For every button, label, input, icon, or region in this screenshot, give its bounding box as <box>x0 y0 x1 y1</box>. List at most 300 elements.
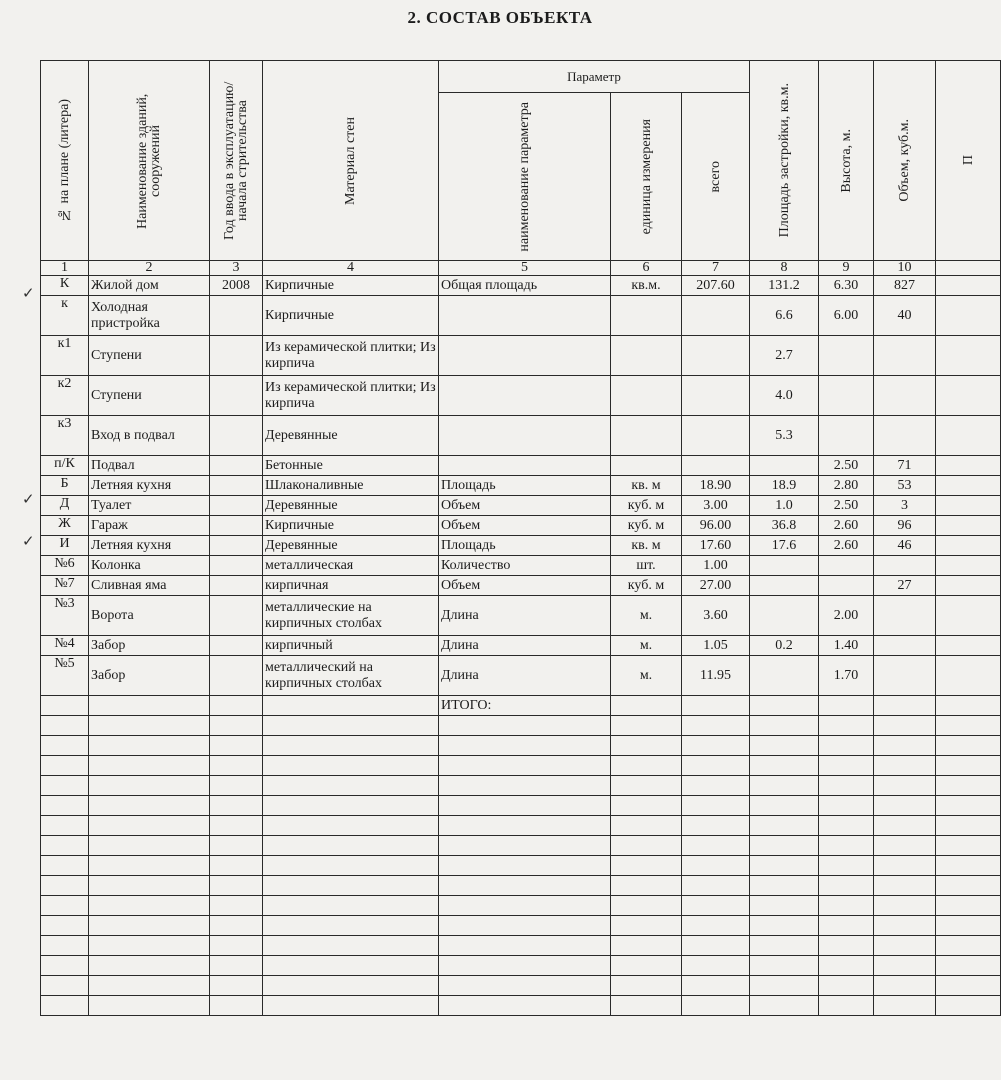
empty-cell <box>263 916 439 936</box>
empty-cell <box>41 696 89 716</box>
total-cell <box>682 416 750 456</box>
empty-cell <box>874 916 936 936</box>
empty-cell <box>874 776 936 796</box>
empty-cell <box>874 736 936 756</box>
empty-cell <box>263 856 439 876</box>
empty-cell <box>682 856 750 876</box>
volume-cell: 40 <box>874 296 936 336</box>
empty-row <box>41 996 1001 1016</box>
empty-cell <box>89 976 210 996</box>
header-col-8: Площадь застройки, кв.м. <box>750 61 819 261</box>
plan-number-cell: №6 <box>41 556 89 576</box>
building-name-cell: Подвал <box>89 456 210 476</box>
empty-cell <box>263 836 439 856</box>
empty-cell <box>439 936 611 956</box>
volume-cell: 53 <box>874 476 936 496</box>
empty-cell <box>936 916 1001 936</box>
empty-cell <box>41 836 89 856</box>
empty-row <box>41 796 1001 816</box>
height-cell: 1.70 <box>819 656 874 696</box>
table-row <box>41 456 1001 476</box>
empty-cell <box>611 936 682 956</box>
empty-cell <box>750 976 819 996</box>
empty-cell <box>263 976 439 996</box>
table-row <box>41 496 1001 516</box>
extra-cell <box>936 416 1001 456</box>
parameter-name-cell <box>439 376 611 416</box>
empty-cell <box>750 956 819 976</box>
empty-cell <box>263 936 439 956</box>
empty-cell <box>874 956 936 976</box>
empty-cell <box>263 996 439 1016</box>
wall-material-cell: кирпичный <box>263 636 439 656</box>
empty-cell <box>439 816 611 836</box>
unit-cell: куб. м <box>611 516 682 536</box>
wall-material-cell: Бетонные <box>263 456 439 476</box>
wall-material-cell: Из керамической плитки; Из кирпича <box>263 376 439 416</box>
extra-cell <box>936 596 1001 636</box>
empty-row <box>41 716 1001 736</box>
built-area-cell: 18.9 <box>750 476 819 496</box>
height-cell <box>819 416 874 456</box>
building-name-cell: Ступени <box>89 376 210 416</box>
empty-cell <box>682 776 750 796</box>
building-name-cell: Ступени <box>89 336 210 376</box>
volume-cell: 27 <box>874 576 936 596</box>
empty-cell <box>89 936 210 956</box>
empty-cell <box>210 836 263 856</box>
empty-cell <box>874 856 936 876</box>
empty-cell <box>439 756 611 776</box>
height-cell: 6.30 <box>819 276 874 296</box>
table-row <box>41 576 1001 596</box>
parameter-name-cell: Общая площадь <box>439 276 611 296</box>
volume-cell: 3 <box>874 496 936 516</box>
empty-cell <box>819 996 874 1016</box>
table-row <box>41 556 1001 576</box>
built-area-cell <box>750 656 819 696</box>
total-cell: 1.00 <box>682 556 750 576</box>
extra-cell <box>936 556 1001 576</box>
empty-cell <box>750 856 819 876</box>
height-cell: 2.50 <box>819 496 874 516</box>
height-cell: 6.00 <box>819 296 874 336</box>
column-number-cell: 5 <box>439 261 611 276</box>
wall-material-cell: Деревянные <box>263 536 439 556</box>
building-name-cell: Жилой дом <box>89 276 210 296</box>
empty-cell <box>611 996 682 1016</box>
wall-material-cell: Кирпичные <box>263 276 439 296</box>
check-mark-icon: ✓ <box>22 532 35 550</box>
parameter-name-cell: Площадь <box>439 476 611 496</box>
empty-cell <box>41 736 89 756</box>
year-cell <box>210 556 263 576</box>
empty-cell <box>819 776 874 796</box>
empty-cell <box>819 856 874 876</box>
empty-cell <box>936 936 1001 956</box>
year-cell <box>210 296 263 336</box>
wall-material-cell: Из керамической плитки; Из кирпича <box>263 336 439 376</box>
unit-cell: м. <box>611 596 682 636</box>
empty-cell <box>263 716 439 736</box>
empty-cell <box>819 976 874 996</box>
built-area-cell <box>750 596 819 636</box>
empty-cell <box>936 996 1001 1016</box>
height-cell: 2.60 <box>819 516 874 536</box>
unit-cell: кв. м <box>611 536 682 556</box>
empty-cell <box>819 896 874 916</box>
plan-number-cell: к <box>41 296 89 336</box>
built-area-cell: 36.8 <box>750 516 819 536</box>
empty-cell <box>210 716 263 736</box>
empty-cell <box>439 836 611 856</box>
built-area-cell: 2.7 <box>750 336 819 376</box>
column-number-cell: 3 <box>210 261 263 276</box>
volume-cell: 71 <box>874 456 936 476</box>
table-row <box>41 536 1001 556</box>
empty-cell <box>936 796 1001 816</box>
plan-number-cell: №7 <box>41 576 89 596</box>
empty-row <box>41 876 1001 896</box>
empty-cell <box>263 896 439 916</box>
empty-cell <box>611 856 682 876</box>
total-cell <box>682 456 750 476</box>
column-number-row <box>41 261 1001 276</box>
plan-number-cell: п/К <box>41 456 89 476</box>
empty-cell <box>682 956 750 976</box>
empty-cell <box>89 876 210 896</box>
empty-cell <box>682 796 750 816</box>
empty-cell <box>936 816 1001 836</box>
empty-cell <box>750 836 819 856</box>
empty-cell <box>89 856 210 876</box>
empty-cell <box>210 876 263 896</box>
document-title: 2. СОСТАВ ОБЪЕКТА <box>407 8 593 27</box>
building-name-cell: Ворота <box>89 596 210 636</box>
empty-row <box>41 956 1001 976</box>
table-row <box>41 516 1001 536</box>
column-number-cell: 2 <box>89 261 210 276</box>
header-col-5: наименование параметра <box>439 93 611 261</box>
empty-cell <box>611 716 682 736</box>
empty-cell <box>936 976 1001 996</box>
empty-cell <box>89 836 210 856</box>
empty-cell <box>936 896 1001 916</box>
total-cell: 11.95 <box>682 656 750 696</box>
empty-cell <box>819 956 874 976</box>
empty-cell <box>682 836 750 856</box>
empty-cell <box>936 776 1001 796</box>
table-row <box>41 656 1001 696</box>
empty-cell <box>682 756 750 776</box>
empty-cell <box>682 996 750 1016</box>
empty-cell <box>41 776 89 796</box>
empty-cell <box>439 876 611 896</box>
building-name-cell: Туалет <box>89 496 210 516</box>
empty-cell <box>41 796 89 816</box>
empty-cell <box>874 756 936 776</box>
empty-cell <box>611 736 682 756</box>
total-cell <box>682 296 750 336</box>
year-cell <box>210 336 263 376</box>
empty-cell <box>210 796 263 816</box>
total-cell: 3.60 <box>682 596 750 636</box>
parameter-name-cell <box>439 416 611 456</box>
parameter-name-cell: Площадь <box>439 536 611 556</box>
year-cell <box>210 656 263 696</box>
extra-cell <box>936 656 1001 696</box>
empty-cell <box>750 816 819 836</box>
year-cell <box>210 536 263 556</box>
empty-cell <box>750 736 819 756</box>
extra-cell <box>936 276 1001 296</box>
empty-cell <box>874 936 936 956</box>
column-number-cell <box>936 261 1001 276</box>
year-cell <box>210 576 263 596</box>
empty-cell <box>936 736 1001 756</box>
header-col-9: Высота, м. <box>819 61 874 261</box>
extra-cell <box>936 296 1001 336</box>
empty-cell <box>41 816 89 836</box>
empty-cell <box>263 956 439 976</box>
empty-cell <box>936 716 1001 736</box>
wall-material-cell: металлические на кирпичных столбах <box>263 596 439 636</box>
table-row <box>41 416 1001 456</box>
unit-cell: м. <box>611 656 682 696</box>
parameter-name-cell: Длина <box>439 636 611 656</box>
empty-cell <box>611 776 682 796</box>
building-name-cell: Забор <box>89 656 210 696</box>
building-name-cell: Летняя кухня <box>89 476 210 496</box>
built-area-cell: 0.2 <box>750 636 819 656</box>
empty-cell <box>819 716 874 736</box>
total-cell: 96.00 <box>682 516 750 536</box>
wall-material-cell: Кирпичные <box>263 516 439 536</box>
height-cell <box>819 376 874 416</box>
empty-cell <box>819 816 874 836</box>
wall-material-cell: металлический на кирпичных столбах <box>263 656 439 696</box>
plan-number-cell: К <box>41 276 89 296</box>
empty-cell <box>41 856 89 876</box>
table-row <box>41 296 1001 336</box>
empty-cell <box>874 976 936 996</box>
empty-cell <box>611 796 682 816</box>
unit-cell <box>611 416 682 456</box>
extra-cell <box>936 376 1001 416</box>
empty-cell <box>210 976 263 996</box>
empty-cell <box>750 876 819 896</box>
plan-number-cell: к3 <box>41 416 89 456</box>
total-cell <box>682 376 750 416</box>
empty-cell <box>41 936 89 956</box>
empty-cell <box>750 756 819 776</box>
empty-cell <box>89 796 210 816</box>
empty-cell <box>439 896 611 916</box>
header-param-group: Параметр <box>439 61 750 93</box>
total-cell: 18.90 <box>682 476 750 496</box>
empty-cell <box>439 956 611 976</box>
plan-number-cell: к1 <box>41 336 89 376</box>
empty-cell <box>874 996 936 1016</box>
building-name-cell: Вход в подвал <box>89 416 210 456</box>
empty-row <box>41 936 1001 956</box>
wall-material-cell: кирпичная <box>263 576 439 596</box>
empty-row <box>41 756 1001 776</box>
header-col-6: единица измерения <box>611 93 682 261</box>
empty-cell <box>750 996 819 1016</box>
empty-cell <box>611 836 682 856</box>
built-area-cell: 17.6 <box>750 536 819 556</box>
built-area-cell: 4.0 <box>750 376 819 416</box>
check-mark-icon: ✓ <box>22 284 35 302</box>
empty-cell <box>41 876 89 896</box>
check-mark-icon: ✓ <box>22 490 35 508</box>
empty-cell <box>750 936 819 956</box>
extra-cell <box>936 636 1001 656</box>
table-row <box>41 376 1001 416</box>
empty-cell <box>439 796 611 816</box>
volume-cell <box>874 416 936 456</box>
unit-cell <box>611 336 682 376</box>
empty-cell <box>874 696 936 716</box>
empty-cell <box>682 876 750 896</box>
empty-cell <box>750 916 819 936</box>
total-row <box>41 696 1001 716</box>
building-name-cell: Сливная яма <box>89 576 210 596</box>
building-name-cell: Колонка <box>89 556 210 576</box>
empty-cell <box>682 696 750 716</box>
year-cell <box>210 516 263 536</box>
empty-cell <box>89 716 210 736</box>
total-cell: 1.05 <box>682 636 750 656</box>
empty-cell <box>611 916 682 936</box>
total-cell: 207.60 <box>682 276 750 296</box>
empty-cell <box>819 916 874 936</box>
empty-cell <box>936 856 1001 876</box>
empty-cell <box>750 696 819 716</box>
empty-cell <box>682 936 750 956</box>
parameter-name-cell <box>439 456 611 476</box>
header-col-1: № на плане (литера) <box>41 61 89 261</box>
empty-cell <box>819 936 874 956</box>
header-col-2: Наименование зданий, сооружений <box>89 61 210 261</box>
empty-cell <box>936 756 1001 776</box>
parameter-name-cell <box>439 336 611 376</box>
empty-row <box>41 736 1001 756</box>
empty-cell <box>89 736 210 756</box>
empty-cell <box>611 876 682 896</box>
empty-cell <box>41 756 89 776</box>
table-row <box>41 596 1001 636</box>
total-cell <box>682 336 750 376</box>
unit-cell <box>611 296 682 336</box>
extra-cell <box>936 536 1001 556</box>
year-cell <box>210 456 263 476</box>
volume-cell <box>874 556 936 576</box>
empty-cell <box>89 756 210 776</box>
empty-cell <box>819 696 874 716</box>
height-cell <box>819 336 874 376</box>
extra-cell <box>936 476 1001 496</box>
building-name-cell: Гараж <box>89 516 210 536</box>
built-area-cell: 1.0 <box>750 496 819 516</box>
extra-cell <box>936 516 1001 536</box>
total-cell: 3.00 <box>682 496 750 516</box>
empty-cell <box>89 816 210 836</box>
height-cell: 2.00 <box>819 596 874 636</box>
year-cell: 2008 <box>210 276 263 296</box>
empty-cell <box>819 876 874 896</box>
empty-cell <box>819 756 874 776</box>
empty-cell <box>874 816 936 836</box>
empty-cell <box>210 756 263 776</box>
building-name-cell: Летняя кухня <box>89 536 210 556</box>
height-cell: 2.80 <box>819 476 874 496</box>
empty-cell <box>682 896 750 916</box>
column-number-cell: 9 <box>819 261 874 276</box>
extra-cell <box>936 456 1001 476</box>
empty-row <box>41 916 1001 936</box>
column-number-cell: 8 <box>750 261 819 276</box>
empty-cell <box>210 696 263 716</box>
column-number-cell: 10 <box>874 261 936 276</box>
empty-cell <box>210 856 263 876</box>
parameter-name-cell: Длина <box>439 656 611 696</box>
height-cell: 1.40 <box>819 636 874 656</box>
height-cell <box>819 576 874 596</box>
header-col-3: Год ввода в эксплуатацию/начала стрительства <box>210 61 263 261</box>
building-name-cell: Холодная пристройка <box>89 296 210 336</box>
empty-cell <box>210 896 263 916</box>
volume-cell: 827 <box>874 276 936 296</box>
height-cell: 2.50 <box>819 456 874 476</box>
wall-material-cell: металлическая <box>263 556 439 576</box>
year-cell <box>210 636 263 656</box>
parameter-name-cell: Объем <box>439 496 611 516</box>
plan-number-cell: Б <box>41 476 89 496</box>
empty-cell <box>439 856 611 876</box>
empty-cell <box>874 716 936 736</box>
empty-row <box>41 896 1001 916</box>
empty-cell <box>936 876 1001 896</box>
empty-cell <box>89 776 210 796</box>
building-name-cell: Забор <box>89 636 210 656</box>
volume-cell <box>874 636 936 656</box>
volume-cell <box>874 376 936 416</box>
empty-cell <box>41 996 89 1016</box>
unit-cell: шт. <box>611 556 682 576</box>
empty-cell <box>750 896 819 916</box>
empty-cell <box>89 916 210 936</box>
empty-cell <box>682 816 750 836</box>
wall-material-cell: Кирпичные <box>263 296 439 336</box>
empty-cell <box>263 756 439 776</box>
header-col-7: всего <box>682 93 750 261</box>
empty-cell <box>439 776 611 796</box>
table-row <box>41 636 1001 656</box>
column-number-cell: 1 <box>41 261 89 276</box>
empty-cell <box>439 976 611 996</box>
extra-cell <box>936 336 1001 376</box>
unit-cell <box>611 456 682 476</box>
empty-cell <box>611 756 682 776</box>
extra-cell <box>936 496 1001 516</box>
empty-row <box>41 856 1001 876</box>
total-label: ИТОГО: <box>439 696 611 716</box>
header-col-4: Материал стен <box>263 61 439 261</box>
total-cell: 27.00 <box>682 576 750 596</box>
empty-cell <box>210 996 263 1016</box>
